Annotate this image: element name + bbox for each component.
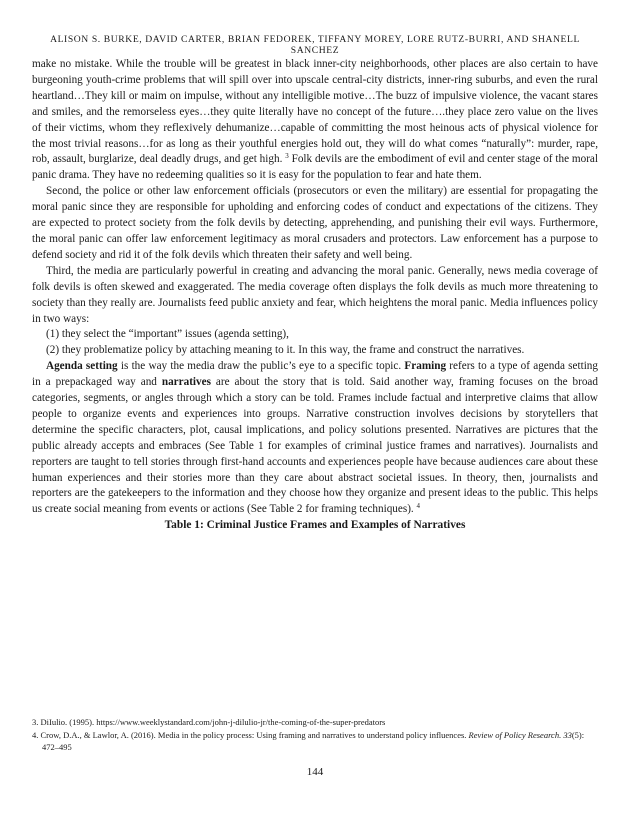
footnote-3[interactable]: 3. DiIulio. (1995). https://www.weeklystandard.com/john-j-dilulio-jr/the-coming-of-the-super-predators xyxy=(32,717,386,727)
footnotes xyxy=(32,716,598,754)
paragraph-second: Second, the police or other law enforcement officials (prosecutors or even the military) are essential for propagating the moral panic since they are responsible for upholding and enforcing codes of conduct and expectations of the citizens. They are expected to protect society from the folk devils by detecting, apprehending, and punishing their evil ways. Furthermore, the moral panic can offer law enforcement legitimacy as moral crusaders and protectors. Law enforcement has a purpose to defend society and rid it of the folk devils which threaten their safety and well being. xyxy=(32,185,598,261)
list-item-2: (2) they problematize policy by attaching meaning to it. In this way, the frame and construct the narratives. xyxy=(46,344,525,357)
header-authors: ALISON S. BURKE, DAVID CARTER, BRIAN FEDOREK, TIFFANY MOREY, LORE RUTZ-BURRI, AND SHANELL SANCHEZ xyxy=(50,34,580,56)
paragraph-agenda: Agenda setting is the way the media draw the public’s eye to a specific topic. Framing refers to a type of agenda setting in a prepackaged way and narratives are about the story that is told. Said another way, framing focuses on the broad categories, segments, or angles through which a story can be told. Frames include factual and interpretive claims that allow people to organize events and experiences into groups. Narrative construction involves decisions by storytellers that determine the specific characters, plot, causal implications, and policy solutions presented. Narratives are pictures that the public already accepts and embraces (See Table 1 for examples of criminal justice frames and narratives). Journalists and reporters are taught to tell stories through first-hand accounts and experiences people have because audiences care about these human experiences and their stories more than they care about abstract societal issues. In theory, then, journalists and reporters are the gatekeepers to the information and they choose how they organize and present ideas to the public. This helps us create social meaning from events or actions (See Table 2 for framing techniques). $^4$ xyxy=(32,360,598,516)
term-agenda-setting: Agenda setting xyxy=(46,360,118,373)
running-header xyxy=(40,34,590,56)
footnote-4: 4. Crow, D.A., & Lawlor, A. (2016). Media in the policy process: Using framing and narratives to understand policy influences. Review of Policy Research. 33(5): 472–495 xyxy=(32,729,585,752)
quote-paragraph: make no mistake. While the trouble will be greatest in black inner-city neighborhoods, other places are also certain to have burgeoning youth-crime problems that will spill over into upscale central-city districts, inner-ring suburbs, and even the rural heartland…They kill or maim on impulse, without any intelligible motive…The buzz of impulsive violence, the vacant stares and smiles, and the remorseless eyes…they quite literally have no concept of the future….they place zero value on the lives of their victims, whom they reflexively dehumanize…capable of committing the most heinous acts of physical violence for the most trivial reasons…for as long as their youthful energies hold out, they will do what comes “naturally”: murder, rape, rob, assault, burglarize, deal deadly drugs, and get high. $^3$ Folk devils are the embodiment of evil and center stage of the moral panic drama. They have no redeeming qualities so it is easy for the population to fear and hate them. xyxy=(32,58,599,182)
page-number: 144 xyxy=(306,766,324,778)
term-framing: Framing xyxy=(404,360,447,373)
term-narratives: narratives xyxy=(161,376,211,389)
footnote-ref-3[interactable]: 3 xyxy=(285,152,289,161)
paragraph-third: Third, the media are particularly powerful in creating and advancing the moral panic. Generally, news media coverage of folk devils is often skewed and exaggerated. The media coverage often displays the folk devils as much more threatening to society than they really are. Journalists feed public anxiety and fear, which heightens the moral panic. Media influences policy in two ways: xyxy=(32,264,598,325)
body-text xyxy=(32,57,598,534)
list-item-1: (1) they select the “important” issues (agenda setting), xyxy=(46,328,289,341)
table-caption: Table 1: Criminal Justice Frames and Examples of Narratives xyxy=(164,519,466,532)
footnote-ref-4[interactable]: 4 xyxy=(416,502,421,511)
